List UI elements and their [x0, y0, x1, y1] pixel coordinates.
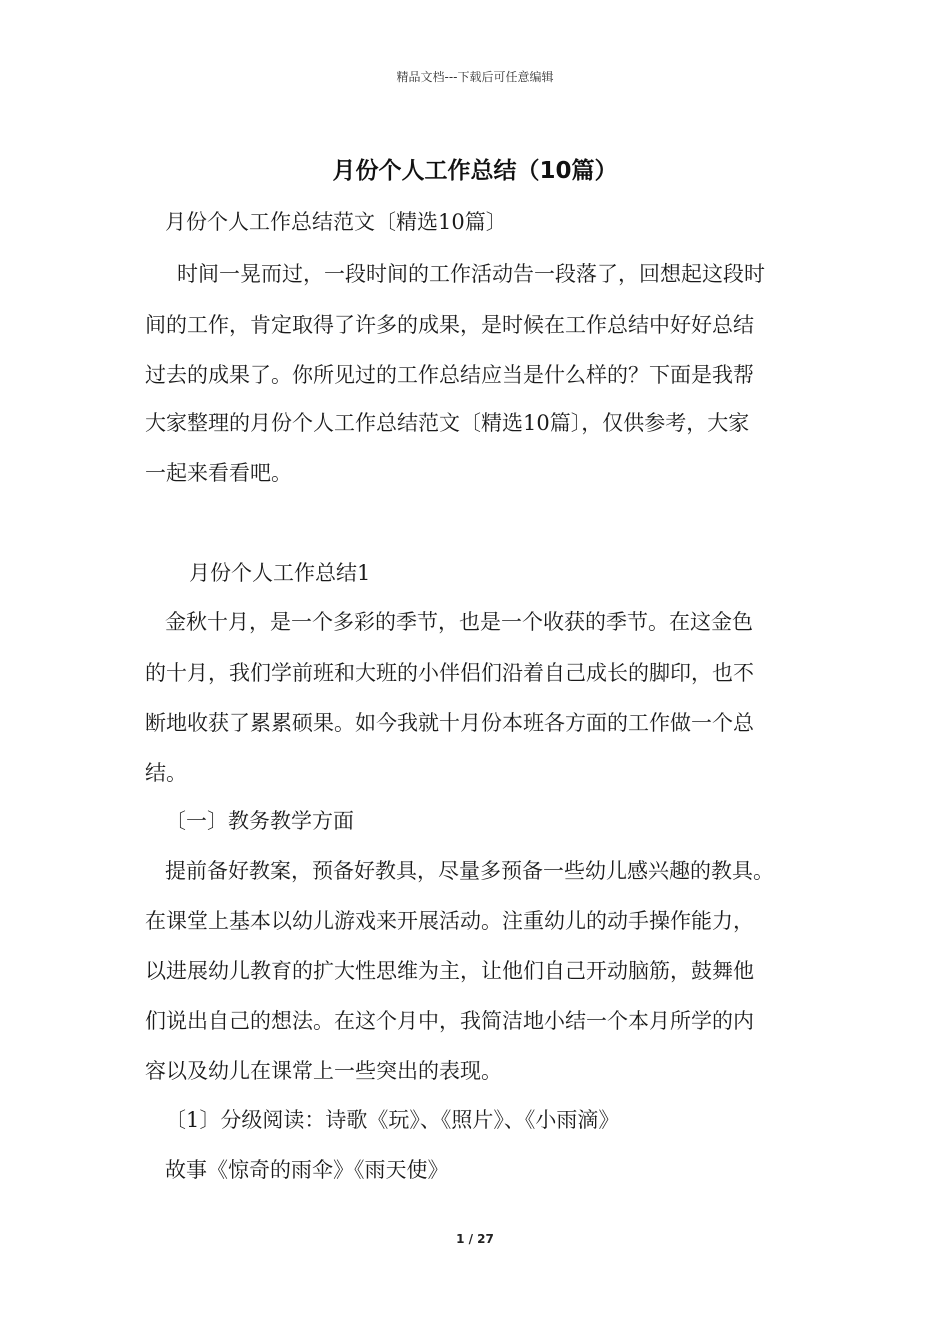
page-number: 1 / 27 [456, 1232, 494, 1246]
paragraph2-line-1: 提前备好教案，预备好教具，尽量多预备一些幼儿感兴趣的教具。 [165, 859, 774, 883]
intro-line-2: 间的工作，肯定取得了许多的成果，是时候在工作总结中好好总结 [145, 313, 754, 337]
section-heading: 月份个人工作总结1 [189, 561, 371, 585]
paragraph-line-1: 金秋十月，是一个多彩的季节，也是一个收获的季节。在这金色 [165, 610, 753, 634]
paragraph-line-3: 断地收获了累累硕果。如今我就十月份本班各方面的工作做一个总 [145, 711, 754, 735]
intro-line-1: 时间一晃而过，一段时间的工作活动告一段落了，回想起这段时 [177, 262, 765, 286]
paragraph2-line-5: 容以及幼儿在课常上一些突出的表现。 [145, 1059, 502, 1083]
intro-line-4: 大家整理的月份个人工作总结范文〔精选10篇〕，仅供参考，大家 [145, 411, 750, 435]
paragraph-line-4: 结。 [145, 761, 187, 785]
paragraph2-line-2: 在课堂上基本以幼儿游戏来开展活动。注重幼儿的动手操作能力， [145, 909, 754, 933]
paragraph2-line-4: 们说出自己的想法。在这个月中，我简洁地小结一个本月所学的内 [145, 1009, 754, 1033]
list-item-2: 故事《惊奇的雨伞》《雨天使》 [165, 1158, 449, 1182]
page-header: 精品文档---下载后可任意编辑 [396, 70, 554, 84]
list-item-1: 〔1〕分级阅读：诗歌《玩》、《照片》、《小雨滴》 [165, 1108, 620, 1132]
document-title: 月份个人工作总结（10篇） [332, 158, 618, 184]
subheading: 〔一〕教务教学方面 [165, 809, 354, 833]
intro-line-3: 过去的成果了。你所见过的工作总结应当是什么样的？下面是我帮 [145, 363, 754, 387]
intro-line-5: 一起来看看吧。 [145, 461, 292, 485]
paragraph-line-2: 的十月，我们学前班和大班的小伴侣们沿着自己成长的脚印，也不 [145, 661, 754, 685]
paragraph2-line-3: 以进展幼儿教育的扩大性思维为主，让他们自己开动脑筋，鼓舞他 [145, 959, 754, 983]
document-subtitle: 月份个人工作总结范文〔精选10篇〕 [165, 210, 507, 234]
